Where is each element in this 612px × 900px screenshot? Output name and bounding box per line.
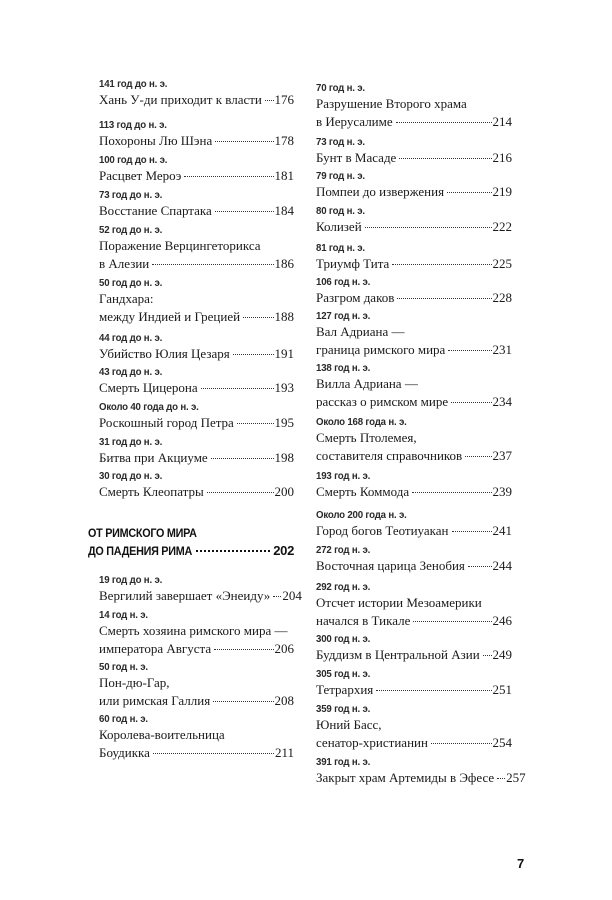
entry-page: 186 xyxy=(274,255,294,271)
toc-entry[interactable] xyxy=(99,660,294,709)
entry-page: 231 xyxy=(492,341,512,357)
section-heading[interactable] xyxy=(88,525,294,559)
entry-title: Пон-дю-Гар, xyxy=(99,675,170,690)
entry-date: 113 год до н. э. xyxy=(99,119,167,131)
entry-date: 70 год н. э. xyxy=(316,82,365,94)
leader-dots xyxy=(397,298,491,299)
toc-entry[interactable] xyxy=(99,77,294,109)
entry-page: 206 xyxy=(274,640,294,656)
entry-page: 211 xyxy=(274,744,294,760)
entry-title: Буддизм в Центральной Азии xyxy=(316,647,480,662)
leader-dots xyxy=(376,690,491,691)
entry-title: в Алезии xyxy=(99,255,150,271)
entry-date: 193 год н. э. xyxy=(316,470,371,482)
entry-date: 127 год н. э. xyxy=(316,310,371,322)
entry-page: 225 xyxy=(492,256,512,271)
entry-title: Город богов Теотиуакан xyxy=(316,523,449,538)
entry-date: 73 год до н. э. xyxy=(99,189,163,201)
entry-title: Колизей xyxy=(316,219,362,234)
leader-dots xyxy=(201,388,274,389)
entry-page: 257 xyxy=(506,770,526,785)
entry-date: 359 год н. э. xyxy=(316,703,371,715)
entry-page: 208 xyxy=(274,692,294,708)
leader-dots xyxy=(447,192,491,193)
toc-entry[interactable] xyxy=(316,702,512,751)
entry-date: 60 год н. э. xyxy=(99,713,148,725)
entry-title: Роскошный город Петра xyxy=(99,415,234,430)
entry-date: 50 год н. э. xyxy=(99,661,148,673)
leader-dots xyxy=(153,753,274,754)
entry-date: 79 год н. э. xyxy=(316,170,365,182)
toc-entry[interactable] xyxy=(316,755,526,787)
entry-title: Смерть Клеопатры xyxy=(99,484,204,499)
entry-page: 191 xyxy=(274,346,294,361)
leader-dots xyxy=(233,354,274,355)
leader-dots xyxy=(483,655,492,656)
entry-date: 391 год н. э. xyxy=(316,756,371,768)
leader-dots xyxy=(213,701,273,702)
entry-title: или римская Галлия xyxy=(99,692,211,708)
entry-title: Разрушение Второго храма xyxy=(316,96,467,111)
entry-page: 193 xyxy=(274,380,294,395)
toc-entry[interactable] xyxy=(99,331,294,363)
toc-entry[interactable] xyxy=(316,508,512,540)
entry-page: 178 xyxy=(274,133,294,148)
leader-dots xyxy=(392,264,491,265)
entry-title: Юний Басс, xyxy=(316,717,382,732)
entry-date: 43 год до н. э. xyxy=(99,366,163,378)
entry-title: рассказ о римском мире xyxy=(316,393,449,409)
entry-page: 176 xyxy=(274,92,294,107)
leader-dots xyxy=(451,402,491,403)
toc-entry[interactable] xyxy=(99,573,302,605)
toc-entry[interactable] xyxy=(99,276,294,325)
toc-entry[interactable] xyxy=(316,667,512,699)
entry-date: 73 год н. э. xyxy=(316,136,365,148)
entry-page: 239 xyxy=(492,484,512,499)
toc-entry[interactable] xyxy=(316,361,512,410)
entry-page: 184 xyxy=(274,203,294,218)
entry-title: Королева-воительница xyxy=(99,727,225,742)
entry-date: Около 40 года до н. э. xyxy=(99,401,199,413)
entry-date: 81 год н. э. xyxy=(316,242,365,254)
entry-page: 181 xyxy=(274,168,294,183)
page-number: 7 xyxy=(517,856,525,871)
leader-dots xyxy=(448,350,491,351)
toc-entry[interactable] xyxy=(99,400,294,432)
entry-title: начался в Тикале xyxy=(316,612,411,628)
leader-dots xyxy=(243,317,273,318)
entry-page: 214 xyxy=(492,113,512,129)
entry-title: между Индией и Грецией xyxy=(99,308,241,324)
leader-dots xyxy=(211,458,274,459)
toc-entry[interactable] xyxy=(316,81,512,130)
entry-page: 198 xyxy=(274,450,294,465)
entry-title: Разгром даков xyxy=(316,290,395,305)
toc-entry[interactable] xyxy=(99,435,294,467)
entry-title: Битва при Акциуме xyxy=(99,450,208,465)
entry-title: Гандхара: xyxy=(99,291,154,306)
entry-title: Вал Адриана — xyxy=(316,324,405,339)
entry-title: граница римского мира xyxy=(316,341,446,357)
leader-dots xyxy=(265,100,274,101)
entry-title: Смерть хозяина римского мира — xyxy=(99,623,288,638)
leader-dots xyxy=(273,596,281,597)
entry-date: 52 год до н. э. xyxy=(99,224,163,236)
entry-page: 241 xyxy=(492,523,512,538)
toc-entry[interactable] xyxy=(99,223,294,272)
leader-dots xyxy=(214,649,273,650)
toc-entry[interactable] xyxy=(99,118,294,150)
entry-title: Восточная царица Зенобия xyxy=(316,558,465,573)
entry-page: 244 xyxy=(492,558,512,573)
entry-page: 251 xyxy=(492,682,512,697)
entry-title: Хань У-ди приходит к власти xyxy=(99,92,262,107)
entry-title: сенатор-христианин xyxy=(316,734,428,750)
toc-entry[interactable] xyxy=(316,309,512,358)
leader-dots xyxy=(196,550,271,552)
toc-entry[interactable] xyxy=(316,275,512,307)
entry-date: 141 год до н. э. xyxy=(99,78,168,90)
leader-dots xyxy=(413,621,491,622)
entry-title: Тетрархия xyxy=(316,682,374,697)
entry-date: 31 год до н. э. xyxy=(99,436,163,448)
leader-dots xyxy=(465,456,491,457)
toc-entry[interactable] xyxy=(99,469,294,501)
leader-dots xyxy=(152,264,273,265)
entry-date: 30 год до н. э. xyxy=(99,470,163,482)
entry-page: 216 xyxy=(492,150,512,165)
entry-date: 14 год н. э. xyxy=(99,609,148,621)
toc-entry[interactable] xyxy=(99,608,294,657)
toc-entry[interactable] xyxy=(99,153,294,185)
leader-dots xyxy=(184,176,273,177)
entry-date: 44 год до н. э. xyxy=(99,332,163,344)
entry-date: 305 год н. э. xyxy=(316,668,371,680)
leader-dots xyxy=(207,492,274,493)
entry-date: 300 год н. э. xyxy=(316,633,371,645)
entry-page: 188 xyxy=(274,308,294,324)
entry-title: Расцвет Мероэ xyxy=(99,168,182,183)
leader-dots xyxy=(399,158,491,159)
leader-dots xyxy=(215,211,274,212)
entry-title: Триумф Тита xyxy=(316,256,390,271)
toc-entry[interactable] xyxy=(316,580,512,629)
leader-dots xyxy=(365,227,492,228)
entry-title: Смерть Цицерона xyxy=(99,380,198,395)
toc-entry[interactable] xyxy=(316,415,512,464)
entry-title: Боудикка xyxy=(99,744,150,760)
entry-page: 234 xyxy=(492,393,512,409)
entry-page: 222 xyxy=(492,219,512,234)
leader-dots xyxy=(497,778,505,779)
entry-title: Вилла Адриана — xyxy=(316,376,418,391)
entry-date: 100 год до н. э. xyxy=(99,154,168,166)
entry-title: Бунт в Масаде xyxy=(316,150,397,165)
leader-dots xyxy=(215,141,273,142)
entry-date: 272 год н. э. xyxy=(316,544,371,556)
entry-date: 80 год н. э. xyxy=(316,205,365,217)
entry-page: 204 xyxy=(282,588,302,603)
leader-dots xyxy=(468,566,492,567)
entry-page: 228 xyxy=(492,290,512,305)
section-title-line: ОТ РИМСКОГО МИРА xyxy=(88,526,197,540)
toc-entry[interactable] xyxy=(99,712,294,761)
leader-dots xyxy=(396,122,492,123)
entry-date: Около 200 года н. э. xyxy=(316,509,407,521)
toc-entry[interactable] xyxy=(316,169,512,201)
toc-entry[interactable] xyxy=(316,204,512,236)
entry-page: 237 xyxy=(492,447,512,463)
entry-title: императора Августа xyxy=(99,640,212,656)
leader-dots xyxy=(452,531,492,532)
entry-page: 249 xyxy=(492,647,512,662)
entry-title: составителя справочников xyxy=(316,447,463,463)
entry-date: 19 год до н. э. xyxy=(99,574,163,586)
entry-title: Поражение Верцингеторикса xyxy=(99,238,261,253)
entry-page: 219 xyxy=(492,184,512,199)
entry-page: 246 xyxy=(492,612,512,628)
entry-date: 292 год н. э. xyxy=(316,581,371,593)
toc-entry[interactable] xyxy=(316,632,512,664)
section-page: 202 xyxy=(273,543,294,558)
toc-entry[interactable] xyxy=(316,241,512,273)
entry-date: 106 год н. э. xyxy=(316,276,371,288)
entry-date: Около 168 года н. э. xyxy=(316,416,407,428)
toc-entry[interactable] xyxy=(316,543,512,575)
leader-dots xyxy=(412,492,491,493)
toc-entry[interactable] xyxy=(99,365,294,397)
toc-entry[interactable] xyxy=(316,469,512,501)
entry-title: Восстание Спартака xyxy=(99,203,212,218)
entry-title: Закрыт храм Артемиды в Эфесе xyxy=(316,770,495,785)
section-title-line: ДО ПАДЕНИЯ РИМА xyxy=(88,544,193,558)
entry-date: 50 год до н. э. xyxy=(99,277,163,289)
entry-title: Отсчет истории Мезоамерики xyxy=(316,595,482,610)
entry-title: Помпеи до извержения xyxy=(316,184,445,199)
entry-page: 254 xyxy=(492,734,512,750)
toc-entry[interactable] xyxy=(99,188,294,220)
entry-title: в Иерусалиме xyxy=(316,113,393,129)
leader-dots xyxy=(237,423,274,424)
entry-title: Убийство Юлия Цезаря xyxy=(99,346,230,361)
entry-title: Смерть Коммода xyxy=(316,484,410,499)
entry-title: Смерть Птолемея, xyxy=(316,430,417,445)
entry-date: 138 год н. э. xyxy=(316,362,371,374)
leader-dots xyxy=(431,743,492,744)
entry-title: Вергилий завершает «Энеиду» xyxy=(99,588,271,603)
entry-page: 195 xyxy=(274,415,294,430)
toc-entry[interactable] xyxy=(316,135,512,167)
entry-title: Похороны Лю Шэна xyxy=(99,133,213,148)
entry-page: 200 xyxy=(274,484,294,499)
